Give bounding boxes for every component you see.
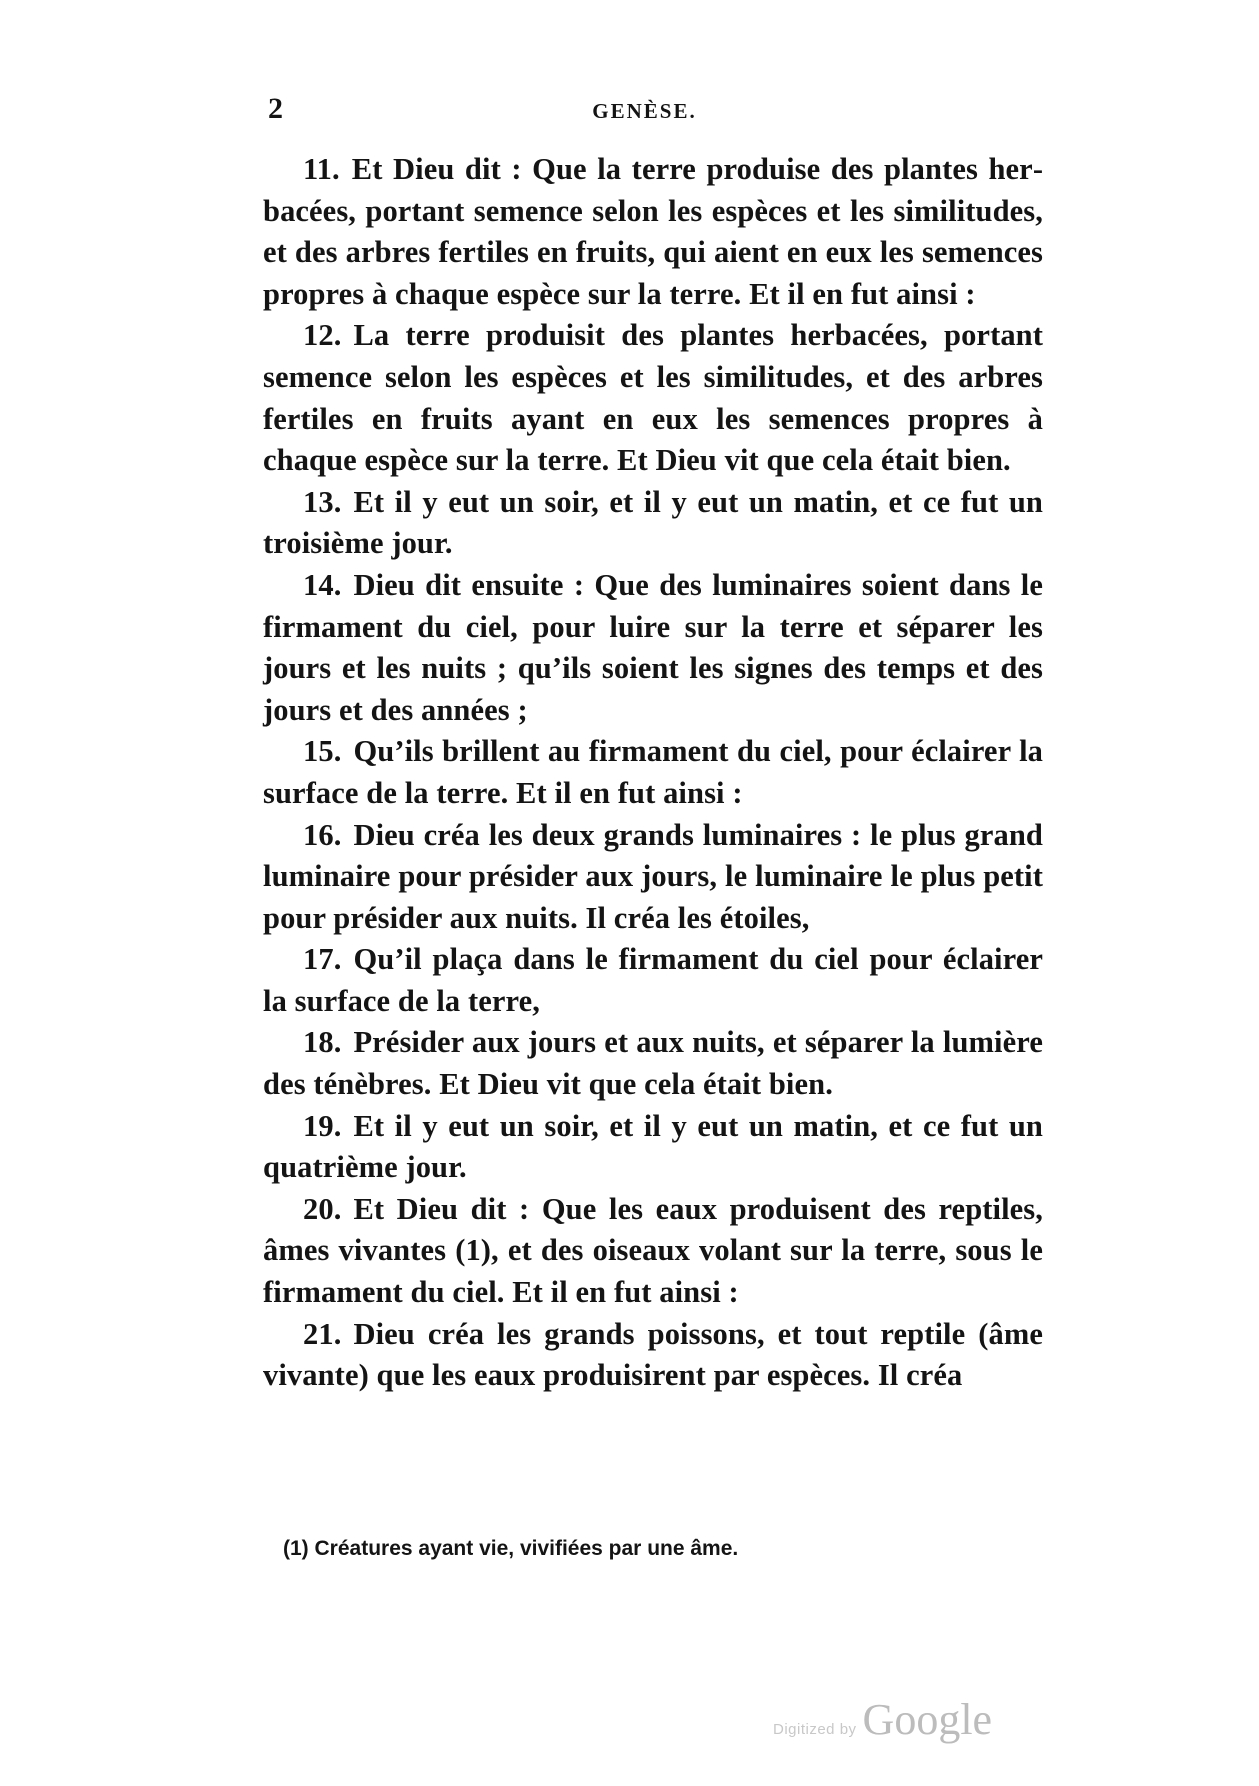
footnote: [283, 1537, 738, 1561]
verse-number: 18.: [303, 1025, 342, 1060]
body-text: [263, 149, 1043, 1397]
footnote-marker: (1): [283, 1537, 309, 1560]
verse-12: [263, 315, 1043, 481]
verse-number: 20.: [303, 1191, 342, 1226]
verse-16: [263, 815, 1043, 940]
verse-17: [263, 939, 1043, 1022]
running-title: GENÈSE.: [592, 99, 697, 123]
verse-text: Et il y eut un soir, et il y eut un matin, et ce fut un quatrième jour.: [263, 1108, 1043, 1185]
verse-text: La terre produisit des plantes herbacées, portant semence selon les espèces et les similitudes, et des arbres fertiles en fruits ayant en eux les semences propres à chaque espèce sur la terre. Et Dieu vit que cela était bien.: [263, 318, 1043, 478]
verse-number: 14.: [303, 567, 342, 602]
watermark-prefix: Digitized by: [773, 1721, 857, 1738]
verse-21: [263, 1314, 1043, 1397]
verse-text: Et Dieu dit : Que les eaux produisent des reptiles, âmes vivantes (1), et des oiseaux volant sur la terre, sous le firmament du ciel. Et il en fut ainsi :: [263, 1191, 1043, 1310]
verse-20: [263, 1189, 1043, 1314]
verse-text: Dieu créa les grands poissons, et tout reptile (âme vivante) que les eaux produisirent par espèces. Il créa: [263, 1316, 1043, 1393]
verse-14: [263, 565, 1043, 731]
verse-text: Et il y eut un soir, et il y eut un matin, et ce fut un troisième jour.: [263, 484, 1043, 561]
verse-15: [263, 731, 1043, 814]
verse-19: [263, 1106, 1043, 1189]
verse-number: 13.: [303, 484, 342, 519]
verse-number: 19.: [303, 1108, 342, 1143]
verse-number: 16.: [303, 817, 342, 852]
verse-text: Qu’il plaça dans le firmament du ciel pour éclairer la surface de la terre,: [263, 942, 1043, 1018]
verse-number: 12.: [303, 318, 342, 353]
page-number: 2: [268, 92, 283, 125]
verse-18: [263, 1022, 1043, 1105]
verse-11: [263, 149, 1043, 315]
verse-number: 15.: [303, 734, 342, 769]
footnote-text: Créatures ayant vie, vivifiées par une âme.: [314, 1537, 739, 1560]
verse-number: 21.: [303, 1316, 342, 1351]
verse-text: Dieu dit ensuite : Que des luminaires soient dans le firmament du ciel, pour luire sur la terre et séparer les jours et les nuits ; qu’ils soient les signes des temps et des jours et des années ;: [263, 567, 1043, 727]
verse-text: Présider aux jours et aux nuits, et séparer la lumière des ténèbres. Et Dieu vit que cela était bien.: [263, 1025, 1043, 1102]
digitization-watermark: [773, 1694, 992, 1745]
verse-13: [263, 482, 1043, 565]
verse-text: Dieu créa les deux grands luminaires : le plus grand luminaire pour présider aux jours, le luminaire le plus petit pour présider aux nuits. Il créa les étoiles,: [263, 817, 1043, 935]
verse-number: 17.: [303, 942, 342, 977]
watermark-brand: Google: [862, 1695, 993, 1744]
verse-number: 11.: [303, 152, 340, 186]
verse-text: Et Dieu dit : Que la terre produise des plantes herbacées, portant semence selon les espèces et les similitudes, et des arbres fertiles en fruits, qui aient en eux les semences propres à chaque espèce sur la terre. Et il en fut ainsi :: [263, 152, 1043, 311]
verse-text: Qu’ils brillent au firmament du ciel, pour éclairer la surface de la terre. Et il en fut ainsi :: [263, 734, 1043, 810]
